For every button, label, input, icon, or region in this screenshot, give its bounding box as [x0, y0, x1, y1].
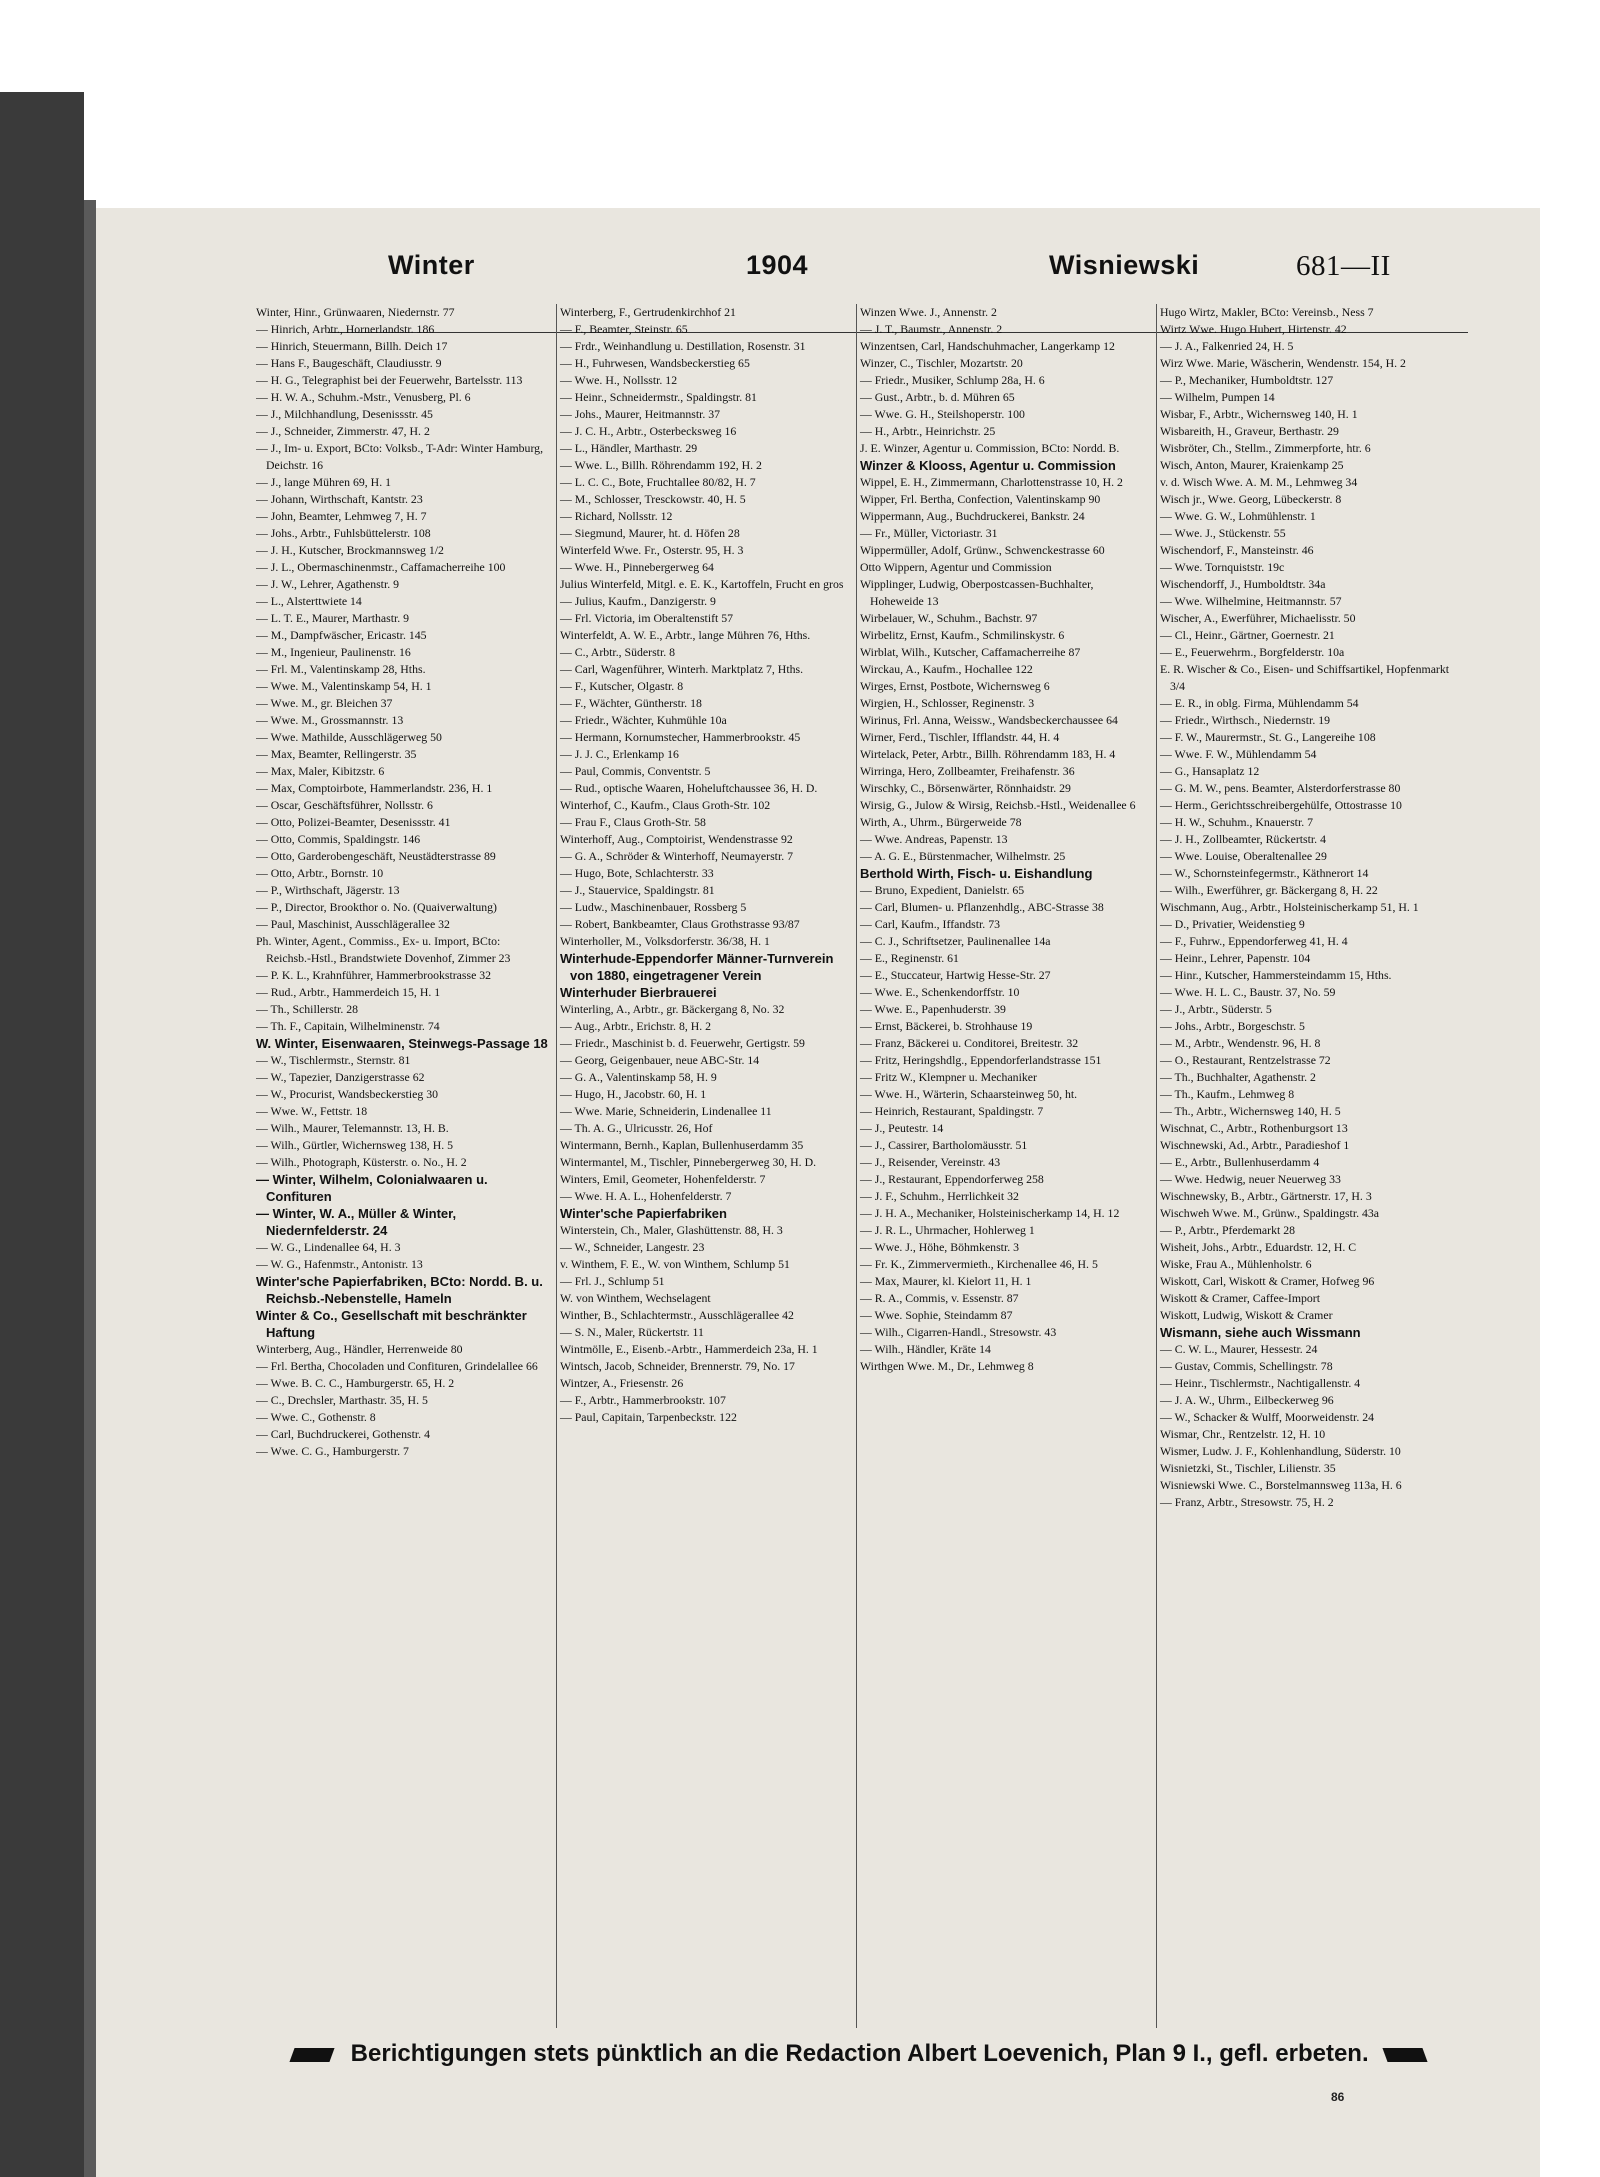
directory-entry: Winterholler, M., Volksdorferstr. 36/38, H. 1 — [560, 934, 770, 948]
directory-entry: Berthold Wirth, Fisch- u. Eishandlung — [860, 866, 1093, 881]
column-2 — [556, 304, 849, 2028]
directory-entry: Wiskott & Cramer, Caffee-Import — [1160, 1291, 1321, 1305]
directory-entry: — Th., Buchhalter, Agathenstr. 2 — [1160, 1070, 1316, 1084]
directory-entry: — Max, Comptoirbote, Hammerlandstr. 236, H. 1 — [256, 781, 493, 795]
directory-entry: — Frl. Bertha, Chocoladen und Confituren, Grindelallee 66 — [256, 1359, 538, 1373]
directory-entry: — J., lange Mühren 69, H. 1 — [256, 475, 391, 489]
directory-entry: — Friedr., Wächter, Kuhmühle 10a — [560, 713, 727, 727]
directory-entry: — Wwe. C. G., Hamburgerstr. 7 — [256, 1444, 409, 1458]
directory-entry: — H. W. A., Schuhm.-Mstr., Venusberg, Pl. 6 — [256, 390, 471, 404]
directory-entry: Winter, Hinr., Grünwaaren, Niedernstr. 77 — [256, 305, 455, 319]
directory-entry: Wischer, A., Ewerführer, Michaelisstr. 50 — [1160, 611, 1356, 625]
directory-entry: Wismann, siehe auch Wissmann — [1160, 1325, 1361, 1340]
directory-entry: — Franz, Bäckerei u. Conditorei, Breitestr. 32 — [860, 1036, 1079, 1050]
directory-entry: — Friedr., Maschinist b. d. Feuerwehr, Gertigstr. 59 — [560, 1036, 805, 1050]
directory-entry: Otto Wippern, Agentur und Commission — [860, 560, 1052, 574]
directory-entry: — W., Tischlermstr., Sternstr. 81 — [256, 1053, 411, 1067]
directory-entry: Winterstein, Ch., Maler, Glashüttenstr. 88, H. 3 — [560, 1223, 783, 1237]
directory-entry: — Th., Arbtr., Wichernsweg 140, H. 5 — [1160, 1104, 1341, 1118]
book-binding — [0, 92, 84, 2177]
directory-entry: — Carl, Kaufm., Iffandstr. 73 — [860, 917, 1001, 931]
directory-entry: — Wwe. Louise, Oberaltenallee 29 — [1160, 849, 1327, 863]
directory-entry: Winterberg, F., Gertrudenkirchhof 21 — [560, 305, 736, 319]
directory-entry: — John, Beamter, Lehmweg 7, H. 7 — [256, 509, 427, 523]
directory-entry: — W. G., Hafenmstr., Antonistr. 13 — [256, 1257, 423, 1271]
directory-entry: — Hans F., Baugeschäft, Claudiusstr. 9 — [256, 356, 442, 370]
directory-entry: — Oscar, Geschäftsführer, Nollsstr. 6 — [256, 798, 433, 812]
directory-entry: Wiskott, Carl, Wiskott & Cramer, Hofweg 96 — [1160, 1274, 1375, 1288]
directory-entry: Wischnewsky, B., Arbtr., Gärtnerstr. 17, H. 3 — [1160, 1189, 1372, 1203]
pointing-hand-icon — [1383, 2048, 1428, 2062]
directory-entry: Wisniewski Wwe. C., Borstelmannsweg 113a, H. 6 — [1160, 1478, 1402, 1492]
directory-entry: — Wwe. L., Billh. Röhrendamm 192, H. 2 — [560, 458, 762, 472]
directory-entry: E. R. Wischer & Co., Eisen- und Schiffsartikel, Hopfenmarkt 3/4 — [1160, 662, 1450, 693]
directory-entry: — Wilh., Photograph, Küsterstr. o. No., H. 2 — [256, 1155, 467, 1169]
directory-entry: — E. R., in oblg. Firma, Mühlendamm 54 — [1160, 696, 1359, 710]
directory-entry: — Wilh., Gürtler, Wichernsweg 138, H. 5 — [256, 1138, 454, 1152]
directory-entry: — Wwe. G. H., Steilshoperstr. 100 — [860, 407, 1025, 421]
directory-entry: — Carl, Buchdruckerei, Gothenstr. 4 — [256, 1427, 430, 1441]
header-first-name: Winter — [388, 250, 475, 280]
directory-entry: — E., Stuccateur, Hartwig Hesse-Str. 27 — [860, 968, 1051, 982]
directory-entry: — Wwe. Andreas, Papenstr. 13 — [860, 832, 1008, 846]
directory-entry: Wirschky, C., Börsenwärter, Rönnhaidstr. 29 — [860, 781, 1071, 795]
directory-entry: — J. H., Zollbeamter, Rückertstr. 4 — [1160, 832, 1326, 846]
directory-entry: Wiske, Frau A., Mühlenholstr. 6 — [1160, 1257, 1312, 1271]
directory-entry: — Wwe. E., Schenkendorffstr. 10 — [860, 985, 1020, 999]
directory-entry: — J., Stauervice, Spaldingstr. 81 — [560, 883, 715, 897]
directory-entry: Wirthgen Wwe. M., Dr., Lehmweg 8 — [860, 1359, 1034, 1373]
directory-entry: — Winter, W. A., Müller & Winter, Niedernfelderstr. 24 — [256, 1206, 457, 1238]
directory-entry: — Julius, Kaufm., Danzigerstr. 9 — [560, 594, 716, 608]
directory-entry: Wipper, Frl. Bertha, Confection, Valentinskamp 90 — [860, 492, 1101, 506]
directory-entry: — J. J. C., Erlenkamp 16 — [560, 747, 679, 761]
directory-entry: — J. T., Baumstr., Annenstr. 2 — [860, 322, 1003, 336]
directory-entry: — Wwe. C., Gothenstr. 8 — [256, 1410, 376, 1424]
directory-entry: — Frdr., Weinhandlung u. Destillation, Rosenstr. 31 — [560, 339, 806, 353]
directory-entry: — Johs., Maurer, Heitmannstr. 37 — [560, 407, 721, 421]
directory-entry: — J., Im- u. Export, BCto: Volksb., T-Adr: Winter Hamburg, Deichstr. 16 — [256, 441, 544, 472]
directory-entry: Wismer, Ludw. J. F., Kohlenhandlung, Süderstr. 10 — [1160, 1444, 1401, 1458]
directory-entry: Winter & Co., Gesellschaft mit beschränkter Haftung — [256, 1308, 527, 1340]
directory-entry: — P., Wirthschaft, Jägerstr. 13 — [256, 883, 400, 897]
directory-entry: Hugo Wirtz, Makler, BCto: Vereinsb., Ness 7 — [1160, 305, 1374, 319]
directory-entry: — Johs., Arbtr., Fuhlsbüttelerstr. 108 — [256, 526, 431, 540]
directory-entry: — Wilh., Cigarren-Handl., Stresowstr. 43 — [860, 1325, 1057, 1339]
directory-entry: — L. C. C., Bote, Fruchtallee 80/82, H. 7 — [560, 475, 756, 489]
directory-entry: — Wwe. Sophie, Steindamm 87 — [860, 1308, 1013, 1322]
directory-entry: Wischnewski, Ad., Arbtr., Paradieshof 1 — [1160, 1138, 1350, 1152]
directory-entry: — G., Hansaplatz 12 — [1160, 764, 1260, 778]
directory-entry: — J. F., Schuhm., Herrlichkeit 32 — [860, 1189, 1019, 1203]
directory-entry: — Fr., Müller, Victoriastr. 31 — [860, 526, 998, 540]
directory-entry: — Hinrich, Arbtr., Hornerlandstr. 186 — [256, 322, 435, 336]
directory-entry: — Heinr., Lehrer, Papenstr. 104 — [1160, 951, 1311, 965]
directory-entry: Winterberg, Aug., Händler, Herrenweide 80 — [256, 1342, 463, 1356]
directory-entry: — Wwe. M., Grossmannstr. 13 — [256, 713, 404, 727]
directory-entry: — P., Arbtr., Pferdemarkt 28 — [1160, 1223, 1295, 1237]
directory-entry: Winterling, A., Arbtr., gr. Bäckergang 8, No. 32 — [560, 1002, 785, 1016]
directory-entry: — M., Schlosser, Tresckowstr. 40, H. 5 — [560, 492, 746, 506]
directory-entry: — Frau F., Claus Groth-Str. 58 — [560, 815, 706, 829]
directory-entry: — Georg, Geigenbauer, neue ABC-Str. 14 — [560, 1053, 760, 1067]
directory-entry: — L., Händler, Marthastr. 29 — [560, 441, 698, 455]
directory-entry: Winzer, C., Tischler, Mozartstr. 20 — [860, 356, 1023, 370]
directory-entry: — J., Arbtr., Süderstr. 5 — [1160, 1002, 1272, 1016]
directory-entry: Wirges, Ernst, Postbote, Wichernsweg 6 — [860, 679, 1050, 693]
directory-entry: — J. R. L., Uhrmacher, Hohlerweg 1 — [860, 1223, 1035, 1237]
directory-entry: — P., Mechaniker, Humboldtstr. 127 — [1160, 373, 1334, 387]
directory-entry: — Wwe. G. W., Lohmühlenstr. 1 — [1160, 509, 1316, 523]
directory-entry: — Heinr., Tischlermstr., Nachtigallenstr. 4 — [1160, 1376, 1361, 1390]
header-year: 1904 — [746, 250, 809, 280]
directory-entry: — E., Arbtr., Bullenhuserdamm 4 — [1160, 1155, 1320, 1169]
directory-entry: — J. A., Falkenried 24, H. 5 — [1160, 339, 1294, 353]
directory-entry: — M., Arbtr., Wendenstr. 96, H. 8 — [1160, 1036, 1321, 1050]
directory-entry: — Otto, Arbtr., Bornstr. 10 — [256, 866, 384, 880]
directory-entry: — Robert, Bankbeamter, Claus Grothstrasse 93/87 — [560, 917, 800, 931]
directory-entry: Wintermantel, M., Tischler, Pinnebergerweg 30, H. D. — [560, 1155, 817, 1169]
directory-entry: — Th. A. G., Ulricusstr. 26, Hof — [560, 1121, 713, 1135]
directory-entry: Wirblat, Wilh., Kutscher, Caffamacherreihe 87 — [860, 645, 1081, 659]
directory-entry: Winzer & Klooss, Agentur u. Commission — [860, 458, 1116, 473]
scan-margin-right — [1540, 92, 1600, 2177]
directory-entry: — Paul, Maschinist, Ausschlägerallee 32 — [256, 917, 450, 931]
directory-entry: — G. A., Schröder & Winterhoff, Neumayerstr. 7 — [560, 849, 794, 863]
directory-entry: Winters, Emil, Geometer, Hohenfelderstr. 7 — [560, 1172, 766, 1186]
column-4 — [1156, 304, 1460, 2028]
directory-entry: Wintmölle, E., Eisenb.-Arbtr., Hammerdeich 23a, H. 1 — [560, 1342, 818, 1356]
directory-entry: Wischweh Wwe. M., Grünw., Spaldingstr. 43a — [1160, 1206, 1380, 1220]
directory-entry: — L. T. E., Maurer, Marthastr. 9 — [256, 611, 410, 625]
directory-entry: — M., Dampfwäscher, Ericastr. 145 — [256, 628, 427, 642]
directory-entry: — Wwe. Hedwig, neuer Neuerweg 33 — [1160, 1172, 1341, 1186]
directory-entry: — Johs., Arbtr., Borgeschstr. 5 — [1160, 1019, 1305, 1033]
column-1 — [256, 304, 548, 2028]
directory-entry: — Wwe. J., Höhe, Böhmkenstr. 3 — [860, 1240, 1020, 1254]
directory-entry: — J. H., Kutscher, Brockmannsweg 1/2 — [256, 543, 444, 557]
directory-entry: Wisch jr., Wwe. Georg, Lübeckerstr. 8 — [1160, 492, 1342, 506]
directory-entry: — Wwe. J., Stückenstr. 55 — [1160, 526, 1286, 540]
directory-entry: — F., Wächter, Güntherstr. 18 — [560, 696, 702, 710]
directory-entry: — Bruno, Expedient, Danielstr. 65 — [860, 883, 1025, 897]
directory-entry: — Th., Kaufm., Lehmweg 8 — [1160, 1087, 1295, 1101]
directory-entry: Wirsig, G., Julow & Wirsig, Reichsb.-Hstl., Weidenallee 6 — [860, 798, 1136, 812]
directory-entry: — D., Privatier, Weidenstieg 9 — [1160, 917, 1305, 931]
directory-entry: Winterhuder Bierbrauerei — [560, 985, 717, 1000]
directory-entry: v. Winthem, F. E., W. von Winthem, Schlump 51 — [560, 1257, 790, 1271]
directory-entry: — Wilh., Händler, Kräte 14 — [860, 1342, 991, 1356]
directory-entry: Wirbelitz, Ernst, Kaufm., Schmilinskystr. 6 — [860, 628, 1065, 642]
directory-entry: — H. W., Schuhm., Knauerstr. 7 — [1160, 815, 1314, 829]
directory-entry: — Wwe. H. A. L., Hohenfelderstr. 7 — [560, 1189, 732, 1203]
directory-entry: — Aug., Arbtr., Erichstr. 8, H. 2 — [560, 1019, 712, 1033]
directory-entry: Wipplinger, Ludwig, Oberpostcassen-Buchhalter, Hoheweide 13 — [860, 577, 1094, 608]
directory-entry: Wischendorff, J., Humboldtstr. 34a — [1160, 577, 1326, 591]
directory-entry: — Fritz, Heringshdlg., Eppendorferlandstrasse 151 — [860, 1053, 1102, 1067]
directory-entry: — Ludw., Maschinenbauer, Rossberg 5 — [560, 900, 747, 914]
directory-entry: — W., Tapezier, Danzigerstrasse 62 — [256, 1070, 425, 1084]
footer-notice — [292, 2040, 1492, 2074]
directory-entry: — Wwe. W., Fettstr. 18 — [256, 1104, 368, 1118]
directory-entry: Wisch, Anton, Maurer, Kraienkamp 25 — [1160, 458, 1344, 472]
directory-entry: — Franz, Arbtr., Stresowstr. 75, H. 2 — [1160, 1495, 1334, 1509]
directory-entry: — Th. F., Capitain, Wilhelminenstr. 74 — [256, 1019, 440, 1033]
directory-entry: — Rud., Arbtr., Hammerdeich 15, H. 1 — [256, 985, 441, 999]
directory-entry: Winzentsen, Carl, Handschuhmacher, Langerkamp 12 — [860, 339, 1115, 353]
directory-entry: v. d. Wisch Wwe. A. M. M., Lehmweg 34 — [1160, 475, 1358, 489]
directory-entry: — Wwe. E., Papenhuderstr. 39 — [860, 1002, 1006, 1016]
directory-entry: Winzen Wwe. J., Annenstr. 2 — [860, 305, 997, 319]
directory-entry: Wirth, A., Uhrm., Bürgerweide 78 — [860, 815, 1022, 829]
pointing-hand-icon — [289, 2048, 334, 2062]
directory-entry: — J., Peutestr. 14 — [860, 1121, 944, 1135]
directory-entry: Winterhof, C., Kaufm., Claus Groth-Str. 102 — [560, 798, 771, 812]
directory-entry: — M., Ingenieur, Paulinenstr. 16 — [256, 645, 411, 659]
directory-entry: — Max, Maler, Kibitzstr. 6 — [256, 764, 385, 778]
directory-entry: Wirbelauer, W., Schuhm., Bachstr. 97 — [860, 611, 1038, 625]
directory-entry: Wirgien, H., Schlosser, Reginenstr. 3 — [860, 696, 1035, 710]
directory-entry: W. Winter, Eisenwaaren, Steinwegs-Passage 18 — [256, 1036, 548, 1051]
directory-entry: — H., Fuhrwesen, Wandsbeckerstieg 65 — [560, 356, 750, 370]
directory-entry: — Wwe. M., gr. Bleichen 37 — [256, 696, 393, 710]
directory-entry: — Th., Schillerstr. 28 — [256, 1002, 359, 1016]
directory-entry: Wisbröter, Ch., Stellm., Zimmerpforte, htr. 6 — [1160, 441, 1371, 455]
directory-entry: Wischnat, C., Arbtr., Rothenburgsort 13 — [1160, 1121, 1348, 1135]
directory-entry: — Hugo, Bote, Schlachterstr. 33 — [560, 866, 714, 880]
directory-entry: Wirtelack, Peter, Arbtr., Billh. Röhrendamm 183, H. 4 — [860, 747, 1116, 761]
directory-entry: — W., Procurist, Wandsbeckerstieg 30 — [256, 1087, 438, 1101]
directory-entry: — Wwe. M., Valentinskamp 54, H. 1 — [256, 679, 432, 693]
directory-entry: — R. A., Commis, v. Essenstr. 87 — [860, 1291, 1019, 1305]
directory-entry: — G. A., Valentinskamp 58, H. 9 — [560, 1070, 717, 1084]
directory-entry: — C. W. L., Maurer, Hessestr. 24 — [1160, 1342, 1318, 1356]
directory-entry: — Frl. J., Schlump 51 — [560, 1274, 665, 1288]
directory-entry: Winterhoff, Aug., Comptoirist, Wendenstrasse 92 — [560, 832, 793, 846]
directory-entry: Wisheit, Johs., Arbtr., Eduardstr. 12, H. C — [1160, 1240, 1357, 1254]
directory-entry: — Johann, Wirthschaft, Kantstr. 23 — [256, 492, 423, 506]
directory-entry: W. von Winthem, Wechselagent — [560, 1291, 711, 1305]
directory-entry: — Wwe. Mathilde, Ausschlägerweg 50 — [256, 730, 442, 744]
directory-entry: Wisnietzki, St., Tischler, Lilienstr. 35 — [1160, 1461, 1336, 1475]
directory-entry: — Hugo, H., Jacobstr. 60, H. 1 — [560, 1087, 707, 1101]
directory-entry: — J., Reisender, Vereinstr. 43 — [860, 1155, 1001, 1169]
directory-entry: Wirckau, A., Kaufm., Hochallee 122 — [860, 662, 1033, 676]
directory-entry: — J. H. A., Mechaniker, Holsteinischerkamp 14, H. 12 — [860, 1206, 1120, 1220]
directory-entry: Wintermann, Bernh., Kaplan, Bullenhuserdamm 35 — [560, 1138, 804, 1152]
directory-entry: — Herm., Gerichtsschreibergehülfe, Ottostrasse 10 — [1160, 798, 1402, 812]
directory-entry: Winter'sche Papierfabriken — [560, 1206, 727, 1221]
directory-entry: Wippermüller, Adolf, Grünw., Schwenckestrasse 60 — [860, 543, 1105, 557]
directory-entry: — J., Milchhandlung, Desenissstr. 45 — [256, 407, 433, 421]
directory-entry: — Carl, Blumen- u. Pflanzenhdlg., ABC-Strasse 38 — [860, 900, 1104, 914]
directory-entry: — Paul, Commis, Conventstr. 5 — [560, 764, 711, 778]
directory-entry: — W., Schornsteinfegermstr., Käthnerort 14 — [1160, 866, 1369, 880]
directory-entry: Wintzer, A., Friesenstr. 26 — [560, 1376, 684, 1390]
directory-entry: — Winter, Wilhelm, Colonialwaaren u. Confituren — [256, 1172, 488, 1204]
directory-entry: — Heinr., Schneidermstr., Spaldingstr. 81 — [560, 390, 757, 404]
directory-entry: — Richard, Nollsstr. 12 — [560, 509, 673, 523]
directory-entry: — H., Arbtr., Heinrichstr. 25 — [860, 424, 996, 438]
directory-entry: Wippermann, Aug., Buchdruckerei, Bankstr. 24 — [860, 509, 1085, 523]
directory-entry: — F., Beamter, Steinstr. 65 — [560, 322, 688, 336]
directory-entry: — J., Restaurant, Eppendorferweg 258 — [860, 1172, 1044, 1186]
directory-entry: Wisbar, F., Arbtr., Wichernsweg 140, H. 1 — [1160, 407, 1358, 421]
directory-entry: Winterhude-Eppendorfer Männer-Turnverein von 1880, eingetragener Verein — [560, 951, 834, 983]
header-last-name: Wisniewski — [1049, 250, 1200, 280]
directory-entry: — Otto, Commis, Spaldingstr. 146 — [256, 832, 421, 846]
directory-entry: — C., Arbtr., Süderstr. 8 — [560, 645, 676, 659]
directory-entry: — O., Restaurant, Rentzelstrasse 72 — [1160, 1053, 1331, 1067]
directory-entry: Wischendorf, F., Mansteinstr. 46 — [1160, 543, 1314, 557]
directory-entry: — Wwe. H., Wärterin, Schaarsteinweg 50, ht. — [860, 1087, 1078, 1101]
directory-entry: Wischmann, Aug., Arbtr., Holsteinischerkamp 51, H. 1 — [1160, 900, 1419, 914]
directory-entry: — F., Kutscher, Olgastr. 8 — [560, 679, 684, 693]
directory-entry: — Carl, Wagenführer, Winterh. Marktplatz 7, Hths. — [560, 662, 804, 676]
directory-entry: — Frl. Victoria, im Oberaltenstift 57 — [560, 611, 734, 625]
directory-entry: Winterfeld Wwe. Fr., Osterstr. 95, H. 3 — [560, 543, 744, 557]
directory-entry: — J., Cassirer, Bartholomäusstr. 51 — [860, 1138, 1028, 1152]
directory-entry: Winter'sche Papierfabriken, BCto: Nordd. B. u. Reichsb.-Nebenstelle, Hameln — [256, 1274, 543, 1306]
directory-entry: — Wilhelm, Pumpen 14 — [1160, 390, 1275, 404]
directory-entry: Wirinus, Frl. Anna, Weissw., Wandsbeckerchaussee 64 — [860, 713, 1118, 727]
directory-entry: — J. L., Obermaschinenmstr., Caffamacherreihe 100 — [256, 560, 506, 574]
directory-entry: — G. M. W., pens. Beamter, Alsterdorferstrasse 80 — [1160, 781, 1401, 795]
directory-entry: — W., Schneider, Langestr. 23 — [560, 1240, 705, 1254]
directory-entry: — W., Schacker & Wulff, Moorweidenstr. 24 — [1160, 1410, 1375, 1424]
directory-entry: Wirz Wwe. Marie, Wäscherin, Wendenstr. 154, H. 2 — [1160, 356, 1406, 370]
header-page-number: 681—II — [1296, 250, 1391, 282]
directory-entry: — L., Alsterttwiete 14 — [256, 594, 362, 608]
directory-entry: — Wwe. Wilhelmine, Heitmannstr. 57 — [1160, 594, 1342, 608]
directory-entry: — J. W., Lehrer, Agathenstr. 9 — [256, 577, 400, 591]
directory-entry: Winterfeldt, A. W. E., Arbtr., lange Mühren 76, Hths. — [560, 628, 811, 642]
directory-entry: — F., Arbtr., Hammerbrookstr. 107 — [560, 1393, 726, 1407]
folio-number: 86 — [1331, 2090, 1345, 2104]
directory-entry: — F. W., Maurermstr., St. G., Langereihe 108 — [1160, 730, 1376, 744]
directory-entry: — P. K. L., Krahnführer, Hammerbrookstrasse 32 — [256, 968, 492, 982]
directory-entry: — J. C. H., Arbtr., Osterbecksweg 16 — [560, 424, 737, 438]
directory-entry: — Friedr., Wirthsch., Niedernstr. 19 — [1160, 713, 1331, 727]
directory-entry: — Wilh., Maurer, Telemannstr. 13, H. B. — [256, 1121, 449, 1135]
directory-entry: Ph. Winter, Agent., Commiss., Ex- u. Import, BCto: Reichsb.-Hstl., Brandstwiete Dovenhof, Zimmer 23 — [256, 934, 511, 965]
directory-entry: — Cl., Heinr., Gärtner, Goernestr. 21 — [1160, 628, 1335, 642]
directory-entry: — Max, Beamter, Rellingerstr. 35 — [256, 747, 417, 761]
running-header — [96, 250, 1540, 302]
directory-entry: — H. G., Telegraphist bei der Feuerwehr, Bartelsstr. 113 — [256, 373, 523, 387]
directory-entry: — W. G., Lindenallee 64, H. 3 — [256, 1240, 401, 1254]
directory-entry: — Gust., Arbtr., b. d. Mühren 65 — [860, 390, 1015, 404]
directory-entry: — Frl. M., Valentinskamp 28, Hths. — [256, 662, 426, 676]
directory-entry: Wisbareith, H., Graveur, Berthastr. 29 — [1160, 424, 1339, 438]
directory-entry: Wippel, E. H., Zimmermann, Charlottenstrasse 10, H. 2 — [860, 475, 1123, 489]
directory-entry: Wirtz Wwe. Hugo Hubert, Hirtenstr. 42 — [1160, 322, 1347, 336]
directory-entry: Wiskott, Ludwig, Wiskott & Cramer — [1160, 1308, 1333, 1322]
directory-entry: — E., Reginenstr. 61 — [860, 951, 959, 965]
directory-entry: — Hermann, Kornumstecher, Hammerbrookstr. 45 — [560, 730, 801, 744]
directory-entry: — Hinr., Kutscher, Hammersteindamm 15, Hths. — [1160, 968, 1392, 982]
directory-entry: — P., Director, Brookthor o. No. (Quaiverwaltung) — [256, 900, 497, 914]
directory-entry: J. E. Winzer, Agentur u. Commission, BCto: Nordd. B. — [860, 441, 1120, 455]
directory-entry: — Paul, Capitain, Tarpenbeckstr. 122 — [560, 1410, 737, 1424]
directory-entry: — F., Fuhrw., Eppendorferweg 41, H. 4 — [1160, 934, 1348, 948]
column-3 — [856, 304, 1149, 2028]
directory-entry: — J. A. W., Uhrm., Eilbeckerweg 96 — [1160, 1393, 1334, 1407]
directory-entry: — C. J., Schriftsetzer, Paulinenallee 14a — [860, 934, 1051, 948]
directory-entry: Wirringa, Hero, Zollbeamter, Freihafenstr. 36 — [860, 764, 1075, 778]
footer-notice-text: Berichtigungen stets pünktlich an die Redaction Albert Loevenich, Plan 9 I., gefl. erbeten. — [350, 2040, 1369, 2067]
scan-margin-top — [0, 0, 1600, 92]
directory-entry: — Wwe. B. C. C., Hamburgerstr. 65, H. 2 — [256, 1376, 455, 1390]
directory-entry: — Otto, Garderobengeschäft, Neustädterstrasse 89 — [256, 849, 496, 863]
directory-entry: — Max, Maurer, kl. Kielort 11, H. 1 — [860, 1274, 1032, 1288]
directory-entry: — Otto, Polizei-Beamter, Desenissstr. 41 — [256, 815, 451, 829]
directory-entry: — Wwe. F. W., Mühlendamm 54 — [1160, 747, 1317, 761]
directory-entry: Wismar, Chr., Rentzelstr. 12, H. 10 — [1160, 1427, 1326, 1441]
directory-entry: — C., Drechsler, Marthastr. 35, H. 5 — [256, 1393, 428, 1407]
directory-entry: — A. G. E., Bürstenmacher, Wilhelmstr. 25 — [860, 849, 1066, 863]
directory-entry: Winther, B., Schlachtermstr., Ausschlägerallee 42 — [560, 1308, 794, 1322]
directory-entry: — Wwe. Marie, Schneiderin, Lindenallee 11 — [560, 1104, 772, 1118]
directory-page — [96, 208, 1540, 2177]
directory-entry: — Hinrich, Steuermann, Billh. Deich 17 — [256, 339, 448, 353]
directory-entry: — E., Feuerwehrm., Borgfelderstr. 10a — [1160, 645, 1345, 659]
directory-entry: Wintsch, Jacob, Schneider, Brennerstr. 79, No. 17 — [560, 1359, 795, 1373]
book-binding-edge — [84, 200, 96, 2177]
directory-entry: — Heinrich, Restaurant, Spaldingstr. 7 — [860, 1104, 1044, 1118]
directory-entry: — Friedr., Musiker, Schlump 28a, H. 6 — [860, 373, 1045, 387]
directory-entry: — Fr. K., Zimmervermieth., Kirchenallee 46, H. 5 — [860, 1257, 1098, 1271]
directory-entry: — S. N., Maler, Rückertstr. 11 — [560, 1325, 704, 1339]
directory-entry: — J., Schneider, Zimmerstr. 47, H. 2 — [256, 424, 430, 438]
directory-entry: — Ernst, Bäckerei, b. Strohhause 19 — [860, 1019, 1033, 1033]
directory-entry: — Fritz W., Klempner u. Mechaniker — [860, 1070, 1037, 1084]
directory-entry: — Gustav, Commis, Schellingstr. 78 — [1160, 1359, 1333, 1373]
directory-entry: — Wilh., Ewerführer, gr. Bäckergang 8, H. 22 — [1160, 883, 1378, 897]
directory-entry: — Rud., optische Waaren, Hoheluftchaussee 36, H. D. — [560, 781, 818, 795]
directory-entry: — Wwe. H., Pinnebergerweg 64 — [560, 560, 714, 574]
directory-entry: — Siegmund, Maurer, ht. d. Höfen 28 — [560, 526, 740, 540]
directory-entry: — Wwe. H., Nollsstr. 12 — [560, 373, 678, 387]
directory-entry: — Wwe. Tornquiststr. 19c — [1160, 560, 1285, 574]
directory-entry: Wirner, Ferd., Tischler, Ifflandstr. 44, H. 4 — [860, 730, 1060, 744]
directory-entry: — Wwe. H. L. C., Baustr. 37, No. 59 — [1160, 985, 1336, 999]
directory-entry: Julius Winterfeld, Mitgl. e. E. K., Kartoffeln, Frucht en gros — [560, 577, 844, 591]
